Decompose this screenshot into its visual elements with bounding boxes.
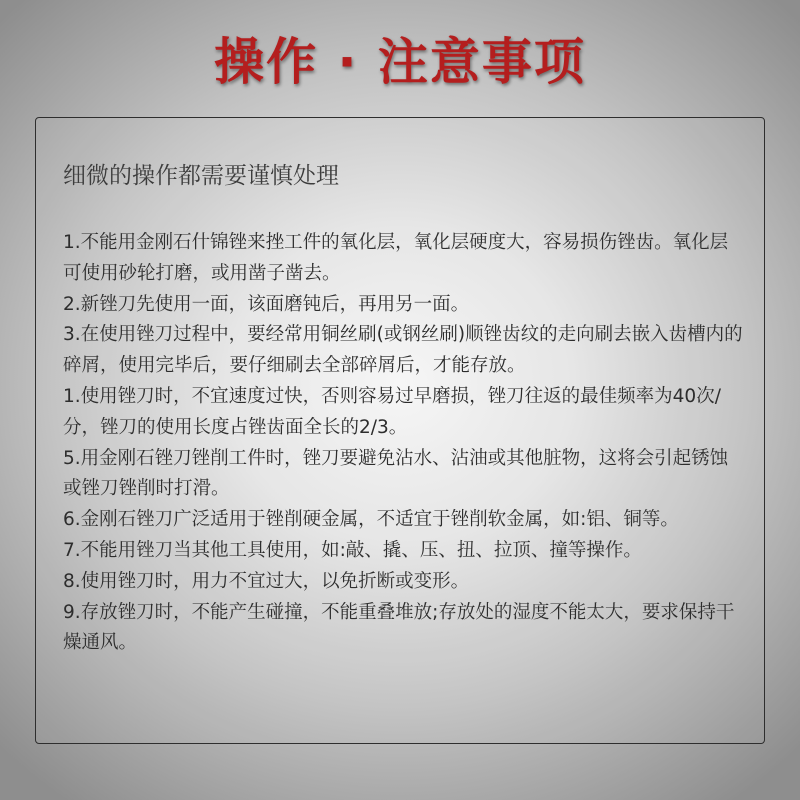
notice-item-7: 7.不能用锉刀当其他工具使用，如:敲、撬、压、扭、拉顶、撞等操作。: [63, 539, 642, 561]
notice-item-5: 5.用金刚石锉刀锉削工件时，锉刀要避免沾水、沾油或其他脏物，这将会引起锈蚀或锉刀锉削时打滑。: [63, 447, 729, 500]
notice-item-8: 8.使用锉刀时，用力不宜过大，以免折断或变形。: [63, 570, 470, 592]
notice-item-1: 1.不能用金刚石什锦锉来挫工件的氧化层，氧化层硬度大，容易损伤锉齿。氧化层可使用砂轮打磨，或用凿子凿去。: [63, 232, 729, 284]
notice-item-3: 3.在使用锉刀过程中，要经常用铜丝刷(或钢丝刷)顺锉齿纹的走向刷去嵌入齿槽内的碎屑，使用完毕后，要仔细刷去全部碎屑后，才能存放。: [63, 324, 743, 377]
notice-item-4: 1.使用锉刀时，不宜速度过快，否则容易过早磨损，锉刀往返的最佳频率为40次/分，锉刀的使用长度占锉齿面全长的2/3。: [63, 385, 721, 438]
notice-item-6: 6.金刚石锉刀广泛适用于锉削硬金属，不适宜于锉削软金属，如:铝、铜等。: [63, 509, 679, 531]
notice-item-2: 2.新锉刀先使用一面，该面磨钝后，再用另一面。: [63, 293, 470, 315]
notice-list: [63, 228, 745, 659]
notice-box: [35, 117, 765, 744]
box-heading: 细微的操作都需要谨慎处理: [63, 163, 339, 189]
notice-item-9: 9.存放锉刀时，不能产生碰撞，不能重叠堆放;存放处的湿度不能太大，要求保持干燥通风。: [63, 601, 735, 654]
page-title: 操作 · 注意事项: [214, 33, 586, 91]
